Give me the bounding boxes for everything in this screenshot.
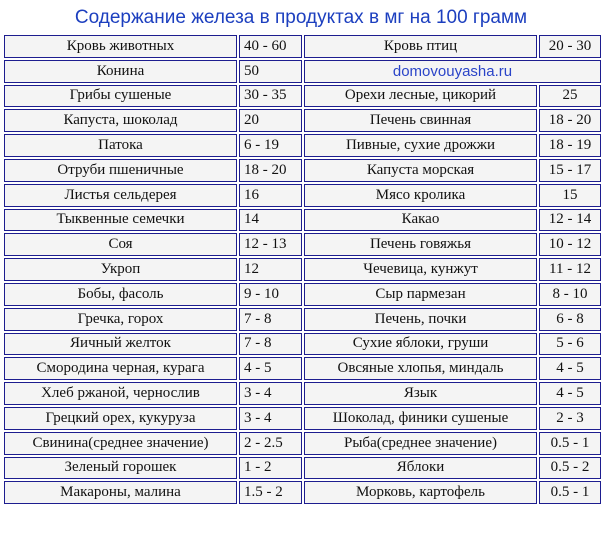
right-product-name: Шоколад, финики сушеные xyxy=(304,407,537,430)
right-product-name: Мясо кролика xyxy=(304,184,537,207)
table-row xyxy=(4,209,601,232)
right-iron-value: 11 - 12 xyxy=(539,258,601,281)
right-product-name: Морковь, картофель xyxy=(304,481,537,504)
right-iron-value: 2 - 3 xyxy=(539,407,601,430)
left-iron-value: 16 xyxy=(239,184,302,207)
page-title: Содержание железа в продуктах в мг на 100 грамм xyxy=(74,7,528,28)
left-iron-value: 2 - 2.5 xyxy=(239,432,302,455)
right-iron-value: 12 - 14 xyxy=(539,209,601,232)
left-iron-value: 50 xyxy=(239,60,302,83)
table-row xyxy=(4,159,601,182)
left-iron-value: 6 - 19 xyxy=(239,134,302,157)
left-iron-value: 9 - 10 xyxy=(239,283,302,306)
right-iron-value: 0.5 - 2 xyxy=(539,457,601,480)
table-row xyxy=(4,382,601,405)
table-row xyxy=(4,35,601,58)
left-product-name: Зеленый горошек xyxy=(4,457,237,480)
table-row xyxy=(4,109,601,132)
left-iron-value: 3 - 4 xyxy=(239,407,302,430)
left-iron-value: 18 - 20 xyxy=(239,159,302,182)
right-product-name: Язык xyxy=(304,382,537,405)
right-iron-value: 20 - 30 xyxy=(539,35,601,58)
right-product-name: Печень, почки xyxy=(304,308,537,331)
right-iron-value: 4 - 5 xyxy=(539,382,601,405)
right-iron-value: 25 xyxy=(539,85,601,108)
left-iron-value: 1 - 2 xyxy=(239,457,302,480)
left-product-name: Кровь животных xyxy=(4,35,237,58)
left-iron-value: 1.5 - 2 xyxy=(239,481,302,504)
left-iron-value: 40 - 60 xyxy=(239,35,302,58)
right-product-name: Чечевица, кунжут xyxy=(304,258,537,281)
left-iron-value: 12 xyxy=(239,258,302,281)
table-row xyxy=(4,357,601,380)
right-iron-value: 5 - 6 xyxy=(539,333,601,356)
left-product-name: Макароны, малина xyxy=(4,481,237,504)
left-product-name: Гречка, горох xyxy=(4,308,237,331)
left-product-name: Патока xyxy=(4,134,237,157)
table-row xyxy=(4,481,601,504)
left-product-name: Отруби пшеничные xyxy=(4,159,237,182)
right-product-name: Пивные, сухие дрожжи xyxy=(304,134,537,157)
site-label: domovouyasha.ru xyxy=(304,60,601,83)
right-iron-value: 10 - 12 xyxy=(539,233,601,256)
table-row xyxy=(4,233,601,256)
left-product-name: Соя xyxy=(4,233,237,256)
left-iron-value: 4 - 5 xyxy=(239,357,302,380)
right-iron-value: 0.5 - 1 xyxy=(539,432,601,455)
right-iron-value: 0.5 - 1 xyxy=(539,481,601,504)
left-iron-value: 12 - 13 xyxy=(239,233,302,256)
left-product-name: Грибы сушеные xyxy=(4,85,237,108)
iron-content-table xyxy=(2,33,602,506)
table-row xyxy=(4,85,601,108)
table-row xyxy=(4,308,601,331)
table-row xyxy=(4,258,601,281)
right-product-name: Сухие яблоки, груши xyxy=(304,333,537,356)
right-iron-value: 18 - 19 xyxy=(539,134,601,157)
table-row xyxy=(4,184,601,207)
right-product-name: Капуста морская xyxy=(304,159,537,182)
left-iron-value: 7 - 8 xyxy=(239,333,302,356)
table-row xyxy=(4,283,601,306)
left-product-name: Свинина(среднее значение) xyxy=(4,432,237,455)
left-iron-value: 3 - 4 xyxy=(239,382,302,405)
left-product-name: Яичный желток xyxy=(4,333,237,356)
table-row xyxy=(4,457,601,480)
right-iron-value: 18 - 20 xyxy=(539,109,601,132)
right-product-name: Печень свинная xyxy=(304,109,537,132)
right-iron-value: 15 xyxy=(539,184,601,207)
right-product-name: Яблоки xyxy=(304,457,537,480)
right-product-name: Овсяные хлопья, миндаль xyxy=(304,357,537,380)
left-product-name: Бобы, фасоль xyxy=(4,283,237,306)
right-iron-value: 6 - 8 xyxy=(539,308,601,331)
left-iron-value: 14 xyxy=(239,209,302,232)
table-row xyxy=(4,60,601,83)
right-iron-value: 8 - 10 xyxy=(539,283,601,306)
table-row xyxy=(4,432,601,455)
right-product-name: Какао xyxy=(304,209,537,232)
right-product-name: Печень говяжья xyxy=(304,233,537,256)
right-product-name: Кровь птиц xyxy=(304,35,537,58)
table-row xyxy=(4,333,601,356)
left-product-name: Хлеб ржаной, чернослив xyxy=(4,382,237,405)
left-product-name: Листья сельдерея xyxy=(4,184,237,207)
right-iron-value: 4 - 5 xyxy=(539,357,601,380)
table-body xyxy=(4,35,601,504)
right-iron-value: 15 - 17 xyxy=(539,159,601,182)
left-product-name: Конина xyxy=(4,60,237,83)
right-product-name: Орехи лесные, цикорий xyxy=(304,85,537,108)
left-product-name: Капуста, шоколад xyxy=(4,109,237,132)
table-row xyxy=(4,407,601,430)
left-product-name: Смородина черная, курага xyxy=(4,357,237,380)
left-product-name: Тыквенные семечки xyxy=(4,209,237,232)
table-row xyxy=(4,134,601,157)
left-iron-value: 7 - 8 xyxy=(239,308,302,331)
left-product-name: Укроп xyxy=(4,258,237,281)
right-product-name: Рыба(среднее значение) xyxy=(304,432,537,455)
left-product-name: Грецкий орех, кукуруза xyxy=(4,407,237,430)
left-iron-value: 30 - 35 xyxy=(239,85,302,108)
left-iron-value: 20 xyxy=(239,109,302,132)
right-product-name: Сыр пармезан xyxy=(304,283,537,306)
